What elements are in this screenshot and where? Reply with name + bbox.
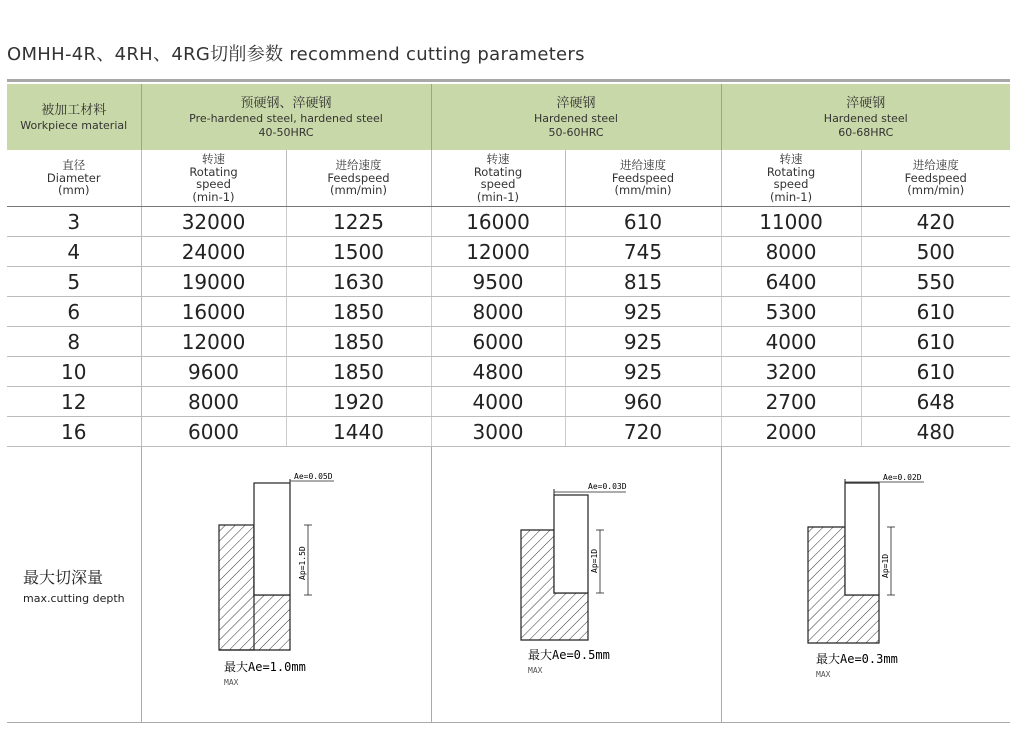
- feed-cell: 1630: [286, 267, 431, 297]
- workpiece-cn: 被加工材料: [41, 102, 107, 118]
- table-row: [7, 417, 1010, 447]
- group-hrc: 50-60HRC: [548, 125, 604, 139]
- speed-cell: 12000: [141, 327, 286, 357]
- speed-cell: 3000: [431, 417, 565, 447]
- cutter: [554, 495, 588, 593]
- max-ae-label: 最大Ae=1.0mm: [224, 659, 306, 674]
- workpiece-hatch: [521, 530, 554, 640]
- max-sub-label: MAX: [815, 669, 831, 679]
- depth-cn: 最大切深量: [23, 567, 104, 587]
- table-row: [7, 387, 1010, 417]
- speed-cell: 9600: [141, 357, 286, 387]
- feed-cell: 1850: [286, 297, 431, 327]
- table-row: [7, 207, 1010, 237]
- feed-header: 进给速度 Feedspeed (mm/min): [861, 150, 1010, 207]
- speed-cell: 8000: [141, 387, 286, 417]
- table-row: [7, 237, 1010, 267]
- depth-diagram-cell-2: [431, 447, 721, 723]
- speed-cell: 6400: [721, 267, 861, 297]
- diameter-cell: 12: [7, 387, 141, 417]
- speed-header: 转速 Rotating speed (min-1): [141, 150, 286, 207]
- max-sub-label: MAX: [528, 665, 543, 675]
- feed-cell: 1500: [286, 237, 431, 267]
- speed-cell: 11000: [721, 207, 861, 237]
- feed-cell: 720: [565, 417, 721, 447]
- feed-cell: 960: [565, 387, 721, 417]
- page-title: OMHH-4R、4RH、4RG切削参数 recommend cutting parameters: [7, 44, 585, 65]
- speed-cell: 6000: [431, 327, 565, 357]
- diameter-header: 直径 Diameter (mm): [7, 150, 141, 207]
- ae-label: Ae=0.03D: [588, 481, 627, 491]
- feed-cell: 815: [565, 267, 721, 297]
- workpiece-hatch: [219, 525, 254, 650]
- speed-cell: 16000: [431, 207, 565, 237]
- feed-cell: 610: [861, 327, 1010, 357]
- feed-cell: 1850: [286, 357, 431, 387]
- speed-cell: 12000: [431, 237, 565, 267]
- max-ae-label: 最大Ae=0.5mm: [528, 647, 610, 662]
- group-en: Hardened steel: [534, 111, 618, 125]
- ae-label: Ae=0.05D: [294, 471, 333, 481]
- feed-cell: 550: [861, 267, 1010, 297]
- workpiece-header: [7, 84, 141, 150]
- feed-cell: 610: [565, 207, 721, 237]
- workpiece-hatch: [808, 527, 845, 643]
- material-group-1: [141, 84, 431, 150]
- diameter-cell: 8: [7, 327, 141, 357]
- speed-header: 转速 Rotating speed (min-1): [721, 150, 861, 207]
- depth-label-cell: [7, 447, 141, 723]
- diameter-cell: 6: [7, 297, 141, 327]
- group-hrc: 40-50HRC: [258, 125, 314, 139]
- diameter-cell: 4: [7, 237, 141, 267]
- table-row: [7, 297, 1010, 327]
- group-cn: 淬硬钢: [556, 95, 596, 111]
- group-cn: 淬硬钢: [846, 95, 886, 111]
- ap-label: Ap=1D: [880, 553, 890, 578]
- speed-cell: 6000: [141, 417, 286, 447]
- max-sub-label: MAX: [224, 677, 239, 687]
- feed-cell: 1225: [286, 207, 431, 237]
- speed-cell: 2700: [721, 387, 861, 417]
- max-ae-label: 最大Ae=0.3mm: [815, 651, 898, 666]
- table-row: [7, 267, 1010, 297]
- speed-cell: 32000: [141, 207, 286, 237]
- feed-cell: 925: [565, 297, 721, 327]
- feed-cell: 648: [861, 387, 1010, 417]
- diameter-cell: 3: [7, 207, 141, 237]
- ap-label: Ap=1.5D: [298, 545, 307, 580]
- feed-cell: 480: [861, 417, 1010, 447]
- speed-cell: 3200: [721, 357, 861, 387]
- speed-cell: 4800: [431, 357, 565, 387]
- depth-diagram-cell-1: [141, 447, 431, 723]
- feed-cell: 1920: [286, 387, 431, 417]
- speed-header: 转速 Rotating speed (min-1): [431, 150, 565, 207]
- diameter-cell: 5: [7, 267, 141, 297]
- feed-cell: 610: [861, 297, 1010, 327]
- speed-cell: 4000: [721, 327, 861, 357]
- diameter-cell: 10: [7, 357, 141, 387]
- ae-label: Ae=0.02D: [882, 472, 922, 482]
- material-header-row: [7, 84, 1010, 150]
- speed-cell: 9500: [431, 267, 565, 297]
- group-hrc: 60-68HRC: [838, 125, 894, 139]
- speed-cell: 16000: [141, 297, 286, 327]
- workpiece-hatch: [845, 595, 879, 643]
- speed-cell: 8000: [721, 237, 861, 267]
- material-group-2: [431, 84, 721, 150]
- feed-cell: 1440: [286, 417, 431, 447]
- column-header-row: [7, 150, 1010, 207]
- feed-cell: 420: [861, 207, 1010, 237]
- depth-row: [7, 447, 1010, 723]
- cutting-depth-diagram: [206, 465, 366, 705]
- material-group-3: [721, 84, 1010, 150]
- group-en: Hardened steel: [823, 111, 908, 125]
- diameter-cell: 16: [7, 417, 141, 447]
- speed-cell: 5300: [721, 297, 861, 327]
- cutting-depth-diagram: [496, 465, 656, 705]
- workpiece-hatch: [254, 595, 290, 650]
- table-row: [7, 327, 1010, 357]
- workpiece-hatch: [554, 593, 588, 640]
- speed-cell: 4000: [431, 387, 565, 417]
- cutting-depth-diagram: [786, 465, 946, 705]
- group-en: Pre-hardened steel, hardened steel: [189, 111, 383, 125]
- group-cn: 预硬钢、淬硬钢: [240, 95, 332, 111]
- feed-cell: 745: [565, 237, 721, 267]
- feed-header: 进给速度 Feedspeed (mm/min): [286, 150, 431, 207]
- workpiece-en: Workpiece material: [20, 118, 128, 132]
- cutting-parameters-table: [7, 84, 1010, 723]
- feed-cell: 925: [565, 357, 721, 387]
- feed-header: 进给速度 Feedspeed (mm/min): [565, 150, 721, 207]
- cutter: [845, 483, 879, 595]
- feed-cell: 925: [565, 327, 721, 357]
- speed-cell: 2000: [721, 417, 861, 447]
- speed-cell: 19000: [141, 267, 286, 297]
- ap-label: Ap=1D: [590, 548, 599, 573]
- title-divider: [7, 79, 1010, 82]
- table-row: [7, 357, 1010, 387]
- speed-cell: 24000: [141, 237, 286, 267]
- feed-cell: 500: [861, 237, 1010, 267]
- feed-cell: 610: [861, 357, 1010, 387]
- depth-diagram-cell-3: [721, 447, 1010, 723]
- cutter: [254, 483, 290, 595]
- depth-en: max.cutting depth: [23, 591, 125, 605]
- speed-cell: 8000: [431, 297, 565, 327]
- feed-cell: 1850: [286, 327, 431, 357]
